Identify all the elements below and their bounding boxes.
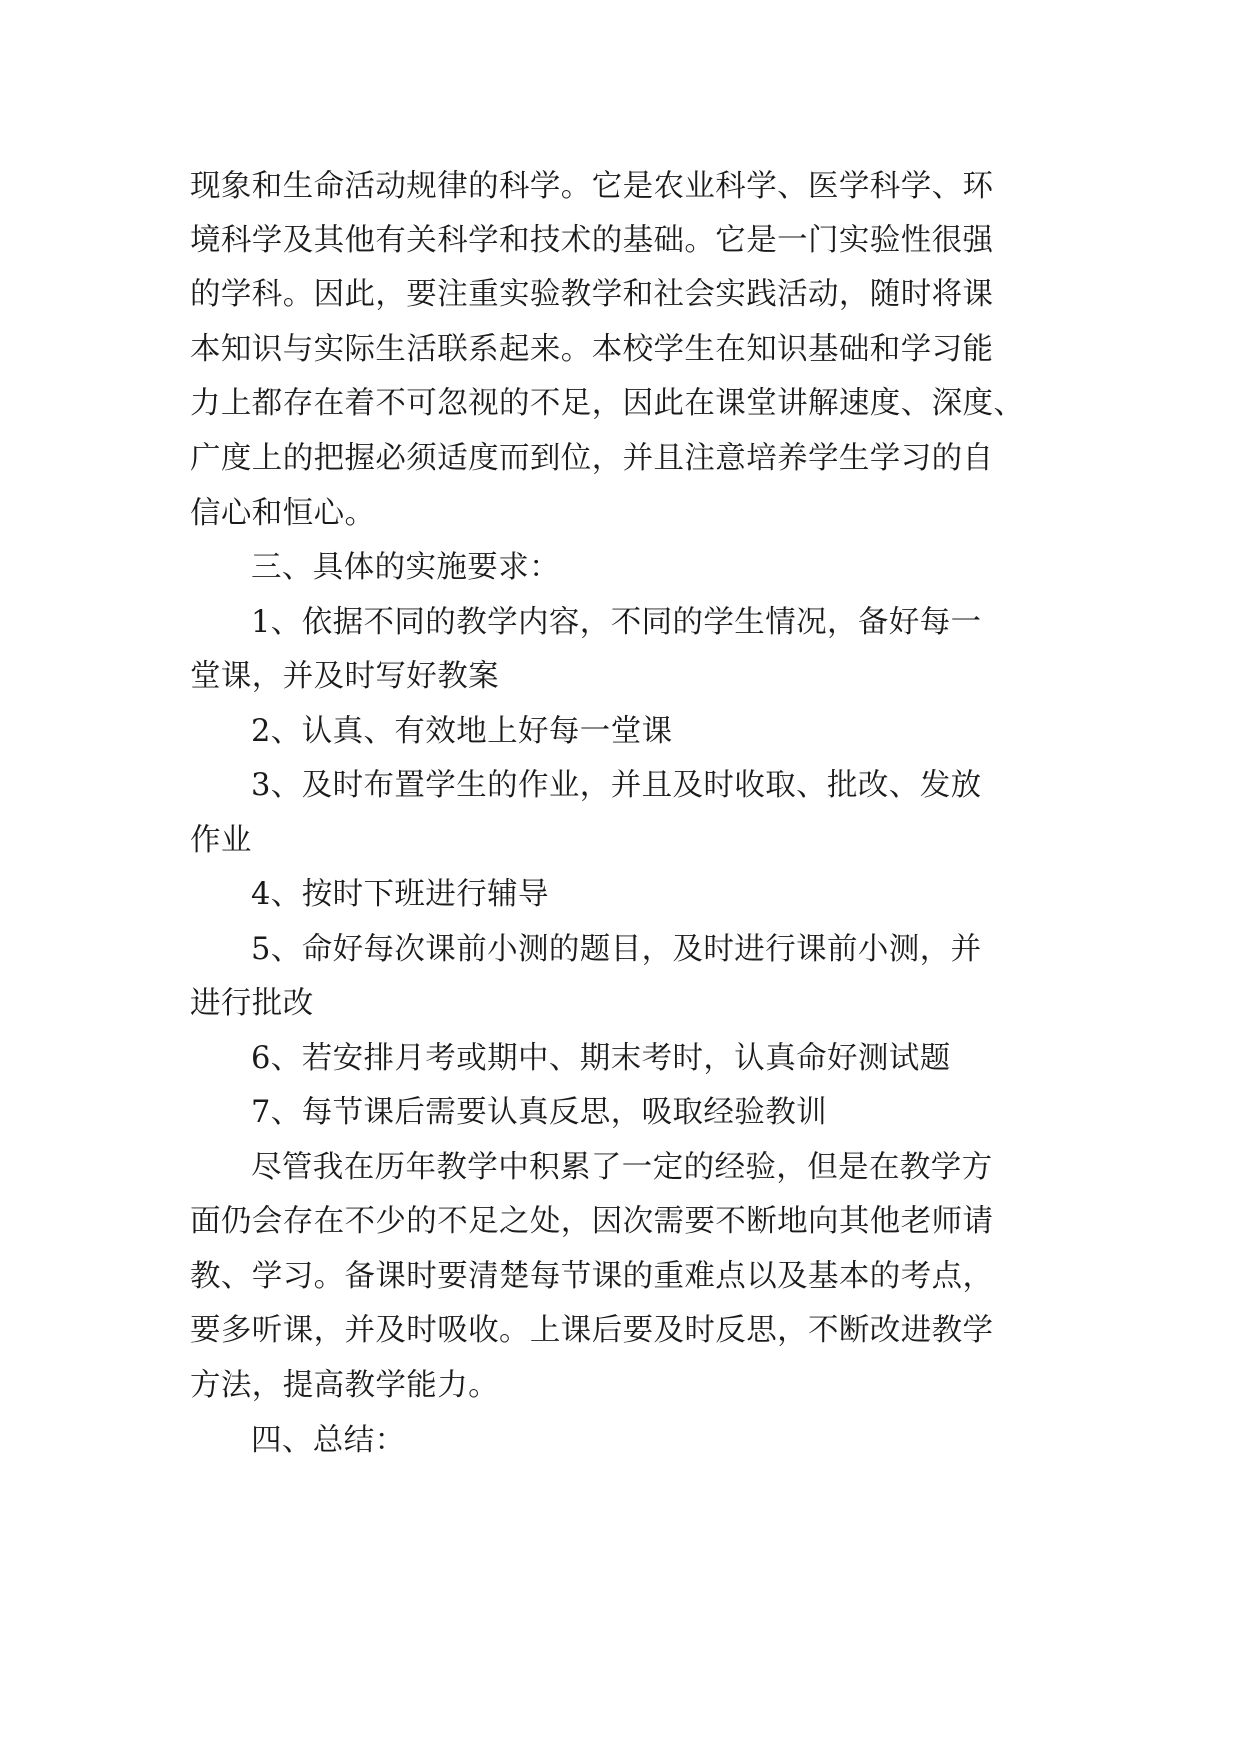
paragraph-line: 广度上的把握必须适度而到位，并且注意培养学生学习的自 <box>190 441 994 476</box>
list-item-line: 作业 <box>190 823 252 858</box>
list-item-line: 5、命好每次课前小测的题目，及时进行课前小测，并 <box>251 932 982 967</box>
section-heading: 三、具体的实施要求： <box>251 550 560 585</box>
list-item-line: 6、若安排月考或期中、期末考时，认真命好测试题 <box>251 1041 951 1076</box>
paragraph-line: 现象和生命活动规律的科学。它是农业科学、医学科学、环 <box>190 169 994 204</box>
paragraph-line: 本知识与实际生活联系起来。本校学生在知识基础和学习能 <box>190 332 994 367</box>
list-item-line: 进行批改 <box>190 986 314 1021</box>
list-item-line: 2、认真、有效地上好每一堂课 <box>251 714 673 749</box>
paragraph-line: 境科学及其他有关科学和技术的基础。它是一门实验性很强 <box>190 223 994 258</box>
paragraph-line: 的学科。因此，要注重实验教学和社会实践活动，随时将课 <box>190 277 994 312</box>
list-item-line: 堂课，并及时写好教案 <box>190 659 499 694</box>
paragraph-line: 力上都存在着不可忽视的不足，因此在课堂讲解速度、深度、 <box>190 386 1025 421</box>
list-item-line: 3、及时布置学生的作业，并且及时收取、批改、发放 <box>251 768 982 803</box>
paragraph-line: 尽管我在历年教学中积累了一定的经验，但是在教学方 <box>251 1150 993 1185</box>
list-item-line: 1、依据不同的教学内容，不同的学生情况，备好每一 <box>251 605 982 640</box>
paragraph-line: 要多听课，并及时吸收。上课后要及时反思，不断改进教学 <box>190 1313 994 1348</box>
paragraph-line: 面仍会存在不少的不足之处，因次需要不断地向其他老师请 <box>190 1204 994 1239</box>
paragraph-line: 教、学习。备课时要清楚每节课的重难点以及基本的考点， <box>190 1259 994 1294</box>
list-item-line: 7、每节课后需要认真反思，吸取经验教训 <box>251 1095 828 1130</box>
paragraph-line: 信心和恒心。 <box>190 496 376 531</box>
list-item-line: 4、按时下班进行辅导 <box>251 877 549 912</box>
section-heading: 四、总结： <box>251 1423 406 1458</box>
paragraph-line: 方法，提高教学能力。 <box>190 1368 499 1403</box>
